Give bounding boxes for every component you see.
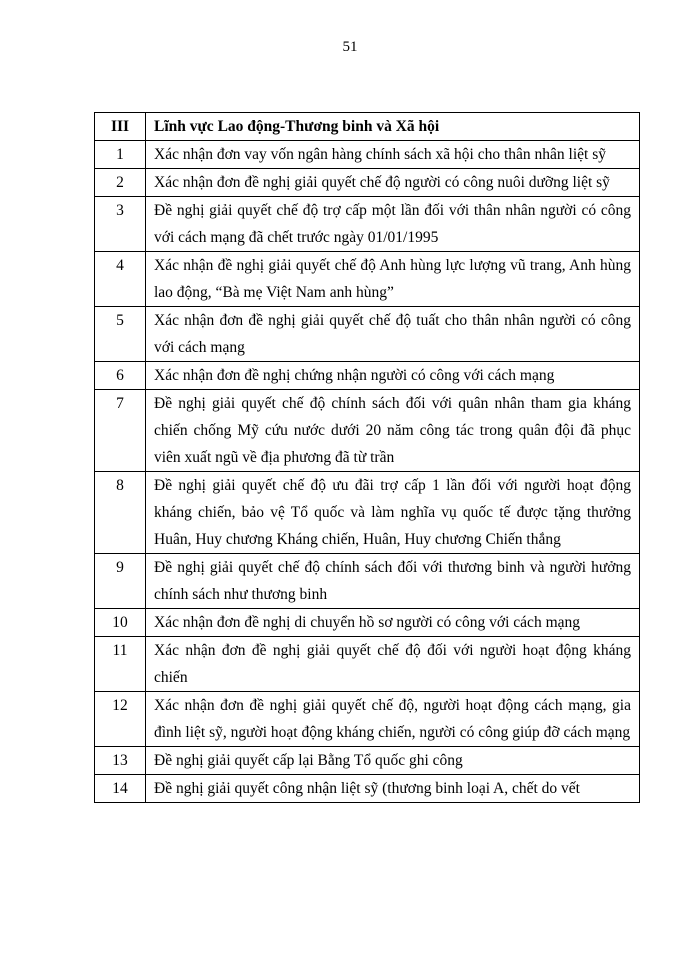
section-title: Lĩnh vực Lao động-Thương binh và Xã hội xyxy=(146,113,640,141)
table-row xyxy=(95,472,640,554)
row-number: 1 xyxy=(95,141,146,169)
row-description: Xác nhận đơn đề nghị chứng nhận người có công với cách mạng xyxy=(146,362,640,390)
row-description: Đề nghị giải quyết chế độ chính sách đối với quân nhân tham gia kháng chiến chống Mỹ cứu nước dưới 20 năm công tác trong quân đội đã phục viên xuất ngũ về địa phương đã từ trần xyxy=(146,390,640,472)
row-number: 5 xyxy=(95,307,146,362)
row-number: 4 xyxy=(95,252,146,307)
table-row xyxy=(95,252,640,307)
row-description: Xác nhận đơn đề nghị giải quyết chế độ tuất cho thân nhân người có công với cách mạng xyxy=(146,307,640,362)
row-description: Xác nhận đơn đề nghị giải quyết chế độ đối với người hoạt động kháng chiến xyxy=(146,637,640,692)
row-description: Đề nghị giải quyết chế độ ưu đãi trợ cấp 1 lần đối với người hoạt động kháng chiến, bảo vệ Tổ quốc và làm nghĩa vụ quốc tế được tặng thưởng Huân, Huy chương Kháng chiến, Huân, Huy chương Chiến thắng xyxy=(146,472,640,554)
procedures-table xyxy=(94,112,640,803)
row-description: Xác nhận đơn đề nghị di chuyển hồ sơ người có công với cách mạng xyxy=(146,609,640,637)
table-row xyxy=(95,692,640,747)
row-number: 10 xyxy=(95,609,146,637)
row-description: Xác nhận đề nghị giải quyết chế độ Anh hùng lực lượng vũ trang, Anh hùng lao động, “Bà mẹ Việt Nam anh hùng” xyxy=(146,252,640,307)
row-number: 9 xyxy=(95,554,146,609)
row-description: Đề nghị giải quyết chế độ chính sách đối với thương binh và người hưởng chính sách như thương binh xyxy=(146,554,640,609)
row-description: Đề nghị giải quyết cấp lại Bằng Tổ quốc ghi công xyxy=(146,747,640,775)
row-number: 13 xyxy=(95,747,146,775)
row-number: 14 xyxy=(95,775,146,803)
row-description: Xác nhận đơn đề nghị giải quyết chế độ người có công nuôi dưỡng liệt sỹ xyxy=(146,169,640,197)
table-row xyxy=(95,747,640,775)
table-row xyxy=(95,169,640,197)
row-number: 6 xyxy=(95,362,146,390)
row-number: 8 xyxy=(95,472,146,554)
row-number: 12 xyxy=(95,692,146,747)
table-row xyxy=(95,307,640,362)
table-row xyxy=(95,554,640,609)
row-description: Xác nhận đơn vay vốn ngân hàng chính sách xã hội cho thân nhân liệt sỹ xyxy=(146,141,640,169)
table-row xyxy=(95,197,640,252)
table-row xyxy=(95,390,640,472)
table-row xyxy=(95,362,640,390)
row-number: 2 xyxy=(95,169,146,197)
row-number: 3 xyxy=(95,197,146,252)
table-row xyxy=(95,775,640,803)
table-row xyxy=(95,141,640,169)
section-header-row xyxy=(95,113,640,141)
page-number: 51 xyxy=(342,39,358,55)
row-number: 7 xyxy=(95,390,146,472)
row-description: Xác nhận đơn đề nghị giải quyết chế độ, người hoạt động cách mạng, gia đình liệt sỹ, người hoạt động kháng chiến, người có công giúp đỡ cách mạng xyxy=(146,692,640,747)
row-description: Đề nghị giải quyết công nhận liệt sỹ (thương binh loại A, chết do vết xyxy=(146,775,640,803)
table-row xyxy=(95,637,640,692)
row-number: 11 xyxy=(95,637,146,692)
table-row xyxy=(95,609,640,637)
row-description: Đề nghị giải quyết chế độ trợ cấp một lần đối với thân nhân người có công với cách mạng đã chết trước ngày 01/01/1995 xyxy=(146,197,640,252)
section-code: III xyxy=(95,113,146,141)
